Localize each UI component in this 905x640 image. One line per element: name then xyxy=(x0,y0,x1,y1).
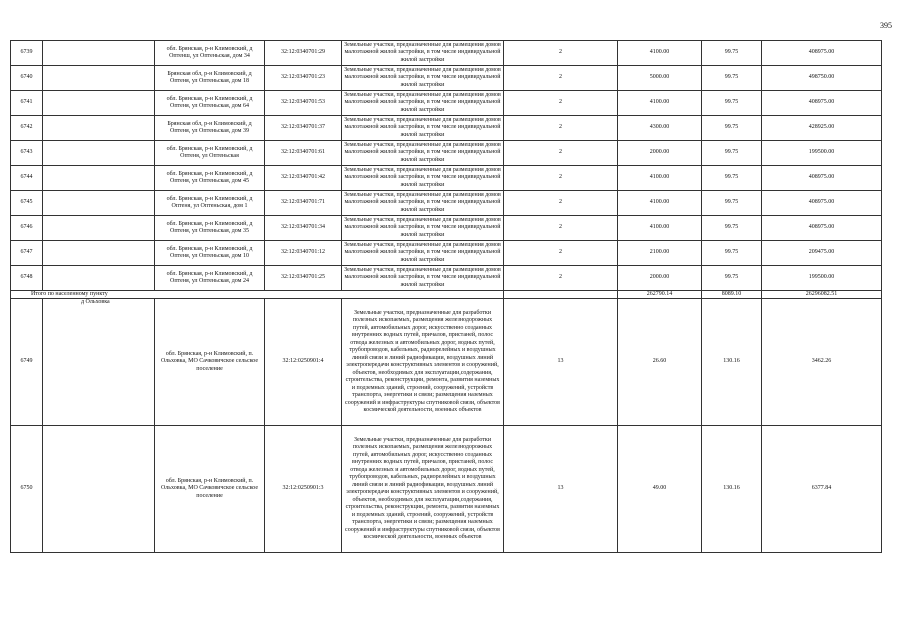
row-address: обл. Брянская, р-н Климовский, д Оптенш, ул Оптеньская, дом 34 xyxy=(155,41,265,66)
row-cadastral-number: 32:12:0340701:42 xyxy=(265,166,342,191)
row-cadastral-number: 32:12:0340701:12 xyxy=(265,241,342,266)
row-number: 6743 xyxy=(11,141,43,166)
row-purpose: Земельные участки, предназначенные для размещения домов малоэтажной жилой застройки, в том числе индивидуальной жилой застройки xyxy=(342,266,504,291)
row-rate: 99.75 xyxy=(702,241,762,266)
row-value: 408975.00 xyxy=(762,166,882,191)
row-area: 5000.00 xyxy=(618,66,702,91)
cell-empty xyxy=(43,266,155,291)
row-purpose: Земельные участки, предназначенные для размещения домов малоэтажной жилой застройки, в том числе индивидуальной жилой застройки xyxy=(342,166,504,191)
row-value: 428925.00 xyxy=(762,116,882,141)
row-number: 6745 xyxy=(11,191,43,216)
row-area: 4100.00 xyxy=(618,91,702,116)
row-number: 6739 xyxy=(11,41,43,66)
row-group: 2 xyxy=(504,41,618,66)
row-purpose: Земельные участки, предназначенные для размещения домов малоэтажной жилой застройки, в том числе индивидуальной жилой застройки xyxy=(342,41,504,66)
row-value: 408975.00 xyxy=(762,91,882,116)
row-number: 6747 xyxy=(11,241,43,266)
row-number: 6742 xyxy=(11,116,43,141)
row-rate: 130.16 xyxy=(702,299,762,426)
row-group: 2 xyxy=(504,141,618,166)
row-area: 49.00 xyxy=(618,426,702,553)
row-address: Брянская обл, р-н Климовский, д Оптеня, ул Оптеньская, дом 18 xyxy=(155,66,265,91)
row-purpose: Земельные участки, предназначенные для разработки полезных ископаемых, размещения железнодорожных путей, автомобильных дорог, искусственно созданных внутренних водных путей, причалов, пристаней, полос отвода железных и автомобильных дорог, водных путей, трубопроводов, кабельных, радиорелейных и воздушных линий связи и линий радиофикации, воздушных линий электропередачи конструктивных элементов и сооружений, объектов, необходимых для эксплуатации,содержания, строительства, реконструкции, ремонта, развития наземных и подземных зданий, строений, сооружений, устройств транспорта, энергетики и связи; размещения наземных сооружений и инфраструктуры спутниковой связи, объектов космической деятельности, военных объектов xyxy=(342,426,504,553)
cell-empty xyxy=(43,66,155,91)
row-cadastral-number: 32:12:0250901:3 xyxy=(265,426,342,553)
table-row xyxy=(11,299,882,426)
row-area: 4100.00 xyxy=(618,216,702,241)
row-cadastral-number: 32:12:0340701:34 xyxy=(265,216,342,241)
row-rate: 130.16 xyxy=(702,426,762,553)
row-value: 199500.00 xyxy=(762,266,882,291)
row-number: 6744 xyxy=(11,166,43,191)
row-rate: 99.75 xyxy=(702,66,762,91)
total-value: 26296082.51 xyxy=(762,291,882,299)
row-number: 6750 xyxy=(11,426,43,553)
table-row xyxy=(11,166,882,191)
row-address: обл. Брянская, р-н Климовский, п. Ольховка, МО Сачковичское сельское поселение xyxy=(155,299,265,426)
table-row xyxy=(11,41,882,66)
table-row xyxy=(11,216,882,241)
total-row xyxy=(11,291,882,299)
row-address: обл. Брянская, р-н Климовский, п. Ольховка, МО Сачковичское сельское поселение xyxy=(155,426,265,553)
row-group: 2 xyxy=(504,191,618,216)
row-value: 408975.00 xyxy=(762,191,882,216)
row-value: 3462.26 xyxy=(762,299,882,426)
table-row xyxy=(11,266,882,291)
row-purpose: Земельные участки, предназначенные для размещения домов малоэтажной жилой застройки, в том числе индивидуальной жилой застройки xyxy=(342,116,504,141)
row-group: 13 xyxy=(504,426,618,553)
row-rate: 99.75 xyxy=(702,191,762,216)
row-rate: 99.75 xyxy=(702,116,762,141)
row-rate: 99.75 xyxy=(702,91,762,116)
row-purpose: Земельные участки, предназначенные для размещения домов малоэтажной жилой застройки, в том числе индивидуальной жилой застройки xyxy=(342,216,504,241)
row-number: 6740 xyxy=(11,66,43,91)
row-purpose: Земельные участки, предназначенные для размещения домов малоэтажной жилой застройки, в том числе индивидуальной жилой застройки xyxy=(342,66,504,91)
total-empty xyxy=(504,291,618,299)
row-rate: 99.75 xyxy=(702,216,762,241)
cadastral-table xyxy=(10,40,882,553)
cell-empty xyxy=(43,426,155,553)
row-number: 6748 xyxy=(11,266,43,291)
row-address: Брянская обл, р-н Климовский, д Оптеня, ул Оптеньская, дом 39 xyxy=(155,116,265,141)
row-area: 26.60 xyxy=(618,299,702,426)
row-address: обл. Брянская, р-н Климовский, д Оптеня, ул Оптеньская xyxy=(155,141,265,166)
row-purpose: Земельные участки, предназначенные для размещения домов малоэтажной жилой застройки, в том числе индивидуальной жилой застройки xyxy=(342,191,504,216)
row-group: 2 xyxy=(504,91,618,116)
row-group: 2 xyxy=(504,266,618,291)
locality-title: д Ольховка xyxy=(43,299,155,426)
total-rate: 8089.10 xyxy=(702,291,762,299)
row-number: 6741 xyxy=(11,91,43,116)
row-cadastral-number: 32:12:0340701:37 xyxy=(265,116,342,141)
row-group: 2 xyxy=(504,241,618,266)
page-number: 395 xyxy=(880,21,892,30)
table-row xyxy=(11,116,882,141)
table-row xyxy=(11,141,882,166)
row-group: 2 xyxy=(504,66,618,91)
row-purpose: Земельные участки, предназначенные для размещения домов малоэтажной жилой застройки, в том числе индивидуальной жилой застройки xyxy=(342,241,504,266)
row-value: 199500.00 xyxy=(762,141,882,166)
row-area: 4100.00 xyxy=(618,191,702,216)
row-group: 2 xyxy=(504,216,618,241)
row-rate: 99.75 xyxy=(702,41,762,66)
row-address: обл. Брянская, р-н Климовский, д Оптеня, ул Оптеньская, дом 24 xyxy=(155,266,265,291)
row-purpose: Земельные участки, предназначенные для размещения домов малоэтажной жилой застройки, в том числе индивидуальной жилой застройки xyxy=(342,91,504,116)
table-body xyxy=(11,41,882,553)
row-value: 498750.00 xyxy=(762,66,882,91)
row-cadastral-number: 32:12:0340701:23 xyxy=(265,66,342,91)
row-address: обл. Брянская, р-н Климовский, д Оптеня, ул Оптеньская, дом 64 xyxy=(155,91,265,116)
row-cadastral-number: 32:12:0340701:61 xyxy=(265,141,342,166)
row-cadastral-number: 32:12:0340701:29 xyxy=(265,41,342,66)
table-row xyxy=(11,426,882,553)
row-value: 408975.00 xyxy=(762,41,882,66)
row-address: обл. Брянская, р-н Климовский, д Оптеня, ул Оптеньская, дом 1 xyxy=(155,191,265,216)
row-cadastral-number: 32:12:0340701:25 xyxy=(265,266,342,291)
row-rate: 99.75 xyxy=(702,266,762,291)
table-row xyxy=(11,191,882,216)
row-rate: 99.75 xyxy=(702,166,762,191)
row-group: 2 xyxy=(504,116,618,141)
cell-empty xyxy=(43,91,155,116)
row-area: 2000.00 xyxy=(618,141,702,166)
row-address: обл. Брянская, р-н Климовский, д Оптеня, ул Оптеньская, дом 10 xyxy=(155,241,265,266)
cell-empty xyxy=(43,191,155,216)
row-purpose: Земельные участки, предназначенные для разработки полезных ископаемых, размещения железнодорожных путей, автомобильных дорог, искусственно созданных внутренних водных путей, причалов, пристаней, полос отвода железных и автомобильных дорог, водных путей, трубопроводов, кабельных, радиорелейных и воздушных линий связи и линий радиофикации, воздушных линий электропередачи конструктивных элементов и сооружений, объектов, необходимых для эксплуатации,содержания, строительства, реконструкции, ремонта, развития наземных и подземных зданий, строений, сооружений, устройств транспорта, энергетики и связи; размещения наземных сооружений и инфраструктуры спутниковой связи, объектов космической деятельности, военных объектов xyxy=(342,299,504,426)
table-row xyxy=(11,91,882,116)
cell-empty xyxy=(43,141,155,166)
table-row xyxy=(11,66,882,91)
table-row xyxy=(11,241,882,266)
row-number: 6749 xyxy=(11,299,43,426)
row-purpose: Земельные участки, предназначенные для размещения домов малоэтажной жилой застройки, в том числе индивидуальной жилой застройки xyxy=(342,141,504,166)
row-value: 408975.00 xyxy=(762,216,882,241)
row-group: 13 xyxy=(504,299,618,426)
row-group: 2 xyxy=(504,166,618,191)
row-area: 4100.00 xyxy=(618,41,702,66)
row-value: 209475.00 xyxy=(762,241,882,266)
row-cadastral-number: 32:12:0340701:53 xyxy=(265,91,342,116)
total-label: Итого по населенному пункту xyxy=(11,291,504,299)
row-value: 6377.84 xyxy=(762,426,882,553)
cell-empty xyxy=(43,166,155,191)
cell-empty xyxy=(43,116,155,141)
total-area: 262790.14 xyxy=(618,291,702,299)
row-cadastral-number: 32:12:0250901:4 xyxy=(265,299,342,426)
row-address: обл. Брянская, р-н Климовский, д Оптеня, ул Оптеньская, дом 45 xyxy=(155,166,265,191)
row-area: 4100.00 xyxy=(618,166,702,191)
row-rate: 99.75 xyxy=(702,141,762,166)
cell-empty xyxy=(43,241,155,266)
row-cadastral-number: 32:12:0340701:71 xyxy=(265,191,342,216)
cell-empty xyxy=(43,216,155,241)
row-area: 2100.00 xyxy=(618,241,702,266)
row-area: 4300.00 xyxy=(618,116,702,141)
row-address: обл. Брянская, р-н Климовский, д Оптеня, ул Оптеньская, дом 35 xyxy=(155,216,265,241)
row-number: 6746 xyxy=(11,216,43,241)
row-area: 2000.00 xyxy=(618,266,702,291)
cell-empty xyxy=(43,41,155,66)
